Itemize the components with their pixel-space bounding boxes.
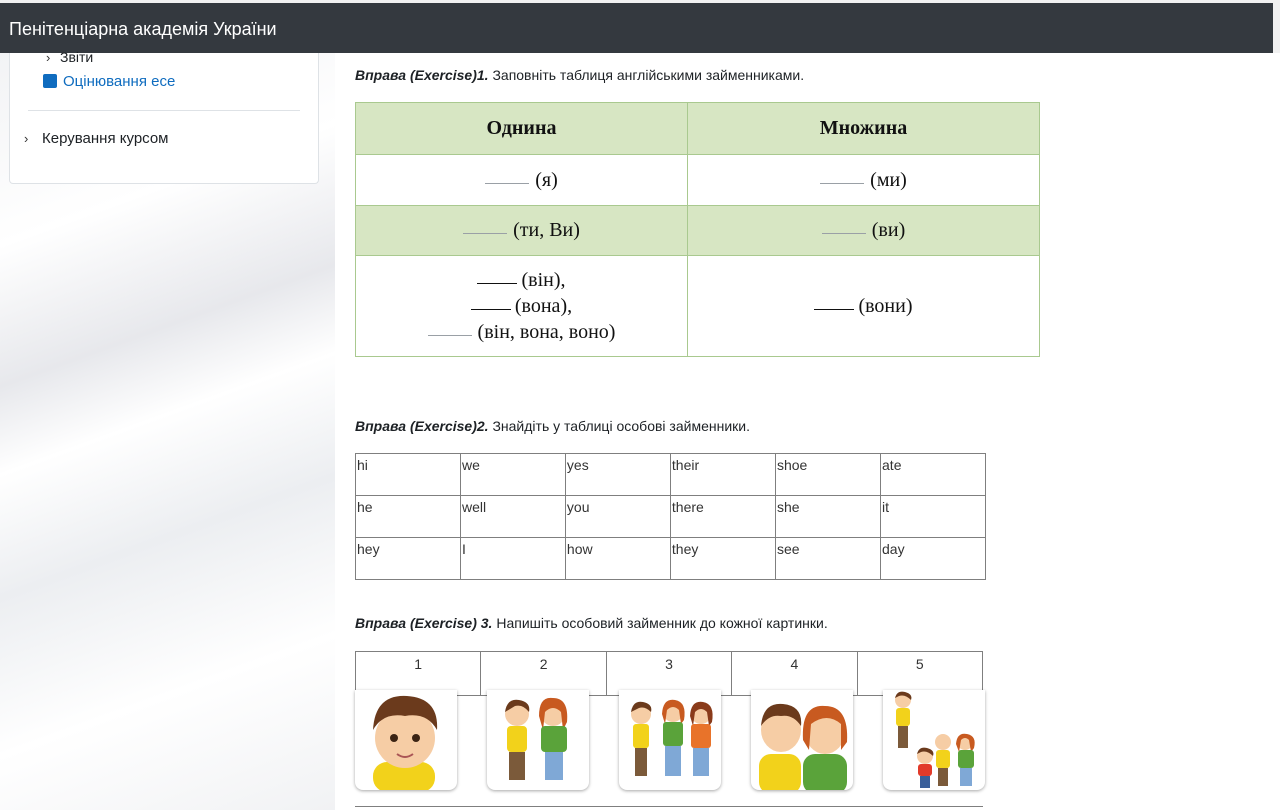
table-cell: he: [356, 496, 461, 538]
table-row: [356, 454, 986, 496]
cell-text: (ви): [871, 219, 906, 241]
word-search-table: [355, 453, 986, 580]
table-cell: [356, 206, 688, 256]
table-cell: see: [775, 538, 880, 580]
table-cell: they: [670, 538, 775, 580]
cell-text: (ти, Ви): [513, 219, 580, 241]
table-cell: [688, 206, 1040, 256]
table-cell: [356, 256, 688, 357]
exercise3-title: [355, 615, 828, 631]
table-row: [356, 652, 983, 696]
blank-line: [820, 183, 864, 184]
nav-item-manage-label: Керування курсом: [42, 130, 169, 147]
picture-number: 1: [356, 652, 481, 696]
table-cell: well: [460, 496, 565, 538]
site-title[interactable]: Пенітенціарна академія України: [9, 19, 277, 39]
blank-line: [463, 233, 507, 234]
next-table-row-edge: [355, 806, 983, 811]
table-cell: ate: [881, 454, 986, 496]
square-icon: [43, 74, 57, 88]
table-cell: their: [670, 454, 775, 496]
exercise1-title-text: Заповніть таблиця англійськими займенниками.: [488, 67, 805, 83]
table-cell: she: [775, 496, 880, 538]
table-cell: [688, 155, 1040, 206]
header-singular: Однина: [356, 103, 688, 155]
cell-text: (він),: [521, 269, 566, 291]
blank-line: [814, 309, 854, 310]
table-cell: [688, 256, 1040, 357]
cell-text: (він, вона, воно): [477, 321, 616, 343]
nav-item-reports[interactable]: [46, 49, 93, 63]
picture-number: 5: [857, 652, 982, 696]
picture-strip: [355, 690, 985, 790]
table-cell: how: [565, 538, 670, 580]
table-cell: there: [670, 496, 775, 538]
table-cell: yes: [565, 454, 670, 496]
exercise1-title-bold: Вправа (Exercise)1.: [355, 67, 489, 83]
drawer-divider: [28, 110, 300, 111]
nav-item-essay-assessment[interactable]: [43, 73, 175, 90]
exercise3-title-bold: Вправа (Exercise) 3.: [355, 615, 493, 631]
boy-and-girl-closeup-illustration: [751, 690, 853, 790]
table-cell: hey: [356, 538, 461, 580]
cell-text: (вона),: [514, 295, 573, 317]
group-of-children-illustration: [883, 690, 985, 790]
nav-item-essay-label: Оцінювання есе: [63, 73, 176, 90]
blank-line: [822, 233, 866, 234]
three-children-illustration: [619, 690, 721, 790]
table-cell: [356, 155, 688, 206]
boy-illustration: [355, 690, 457, 790]
header-plural: Множина: [688, 103, 1040, 155]
table-cell: day: [881, 538, 986, 580]
exercise2-title-text: Знайдіть у таблиці особові займенники.: [488, 418, 750, 434]
nav-item-course-management[interactable]: [24, 130, 168, 147]
cell-text: (я): [535, 168, 558, 191]
table-cell: it: [881, 496, 986, 538]
exercise1-title: [355, 67, 804, 83]
table-cell: shoe: [775, 454, 880, 496]
table-row: [356, 256, 1040, 357]
navbar-background: [0, 3, 1273, 53]
picture-number: 2: [481, 652, 606, 696]
table-cell: we: [460, 454, 565, 496]
table-row: [356, 155, 1040, 206]
table-row: [356, 206, 1040, 256]
nav-item-reports-label: Звіти: [60, 49, 94, 63]
table-cell: I: [460, 538, 565, 580]
chevron-right-icon: ›: [46, 50, 51, 63]
table-cell: hi: [356, 454, 461, 496]
table-row: [356, 496, 986, 538]
exercise2-title-bold: Вправа (Exercise)2.: [355, 418, 489, 434]
top-navbar: [0, 0, 1280, 53]
exercise3-title-text: Напишіть особовий займенник до кожної картинки.: [492, 615, 828, 631]
picture-number: 3: [606, 652, 731, 696]
chevron-right-icon: ›: [24, 131, 29, 146]
table-cell: you: [565, 496, 670, 538]
picture-number: 4: [732, 652, 857, 696]
blank-line: [477, 283, 517, 284]
blank-line: [485, 183, 529, 184]
cell-text: (ми): [870, 168, 907, 191]
blank-line: [428, 335, 472, 336]
pronoun-fill-table: [355, 102, 1040, 357]
blank-line: [471, 309, 511, 310]
table-row: [356, 538, 986, 580]
exercise2-title: [355, 418, 750, 434]
boy-and-girl-illustration: [487, 690, 589, 790]
cell-text: (вони): [858, 295, 913, 317]
